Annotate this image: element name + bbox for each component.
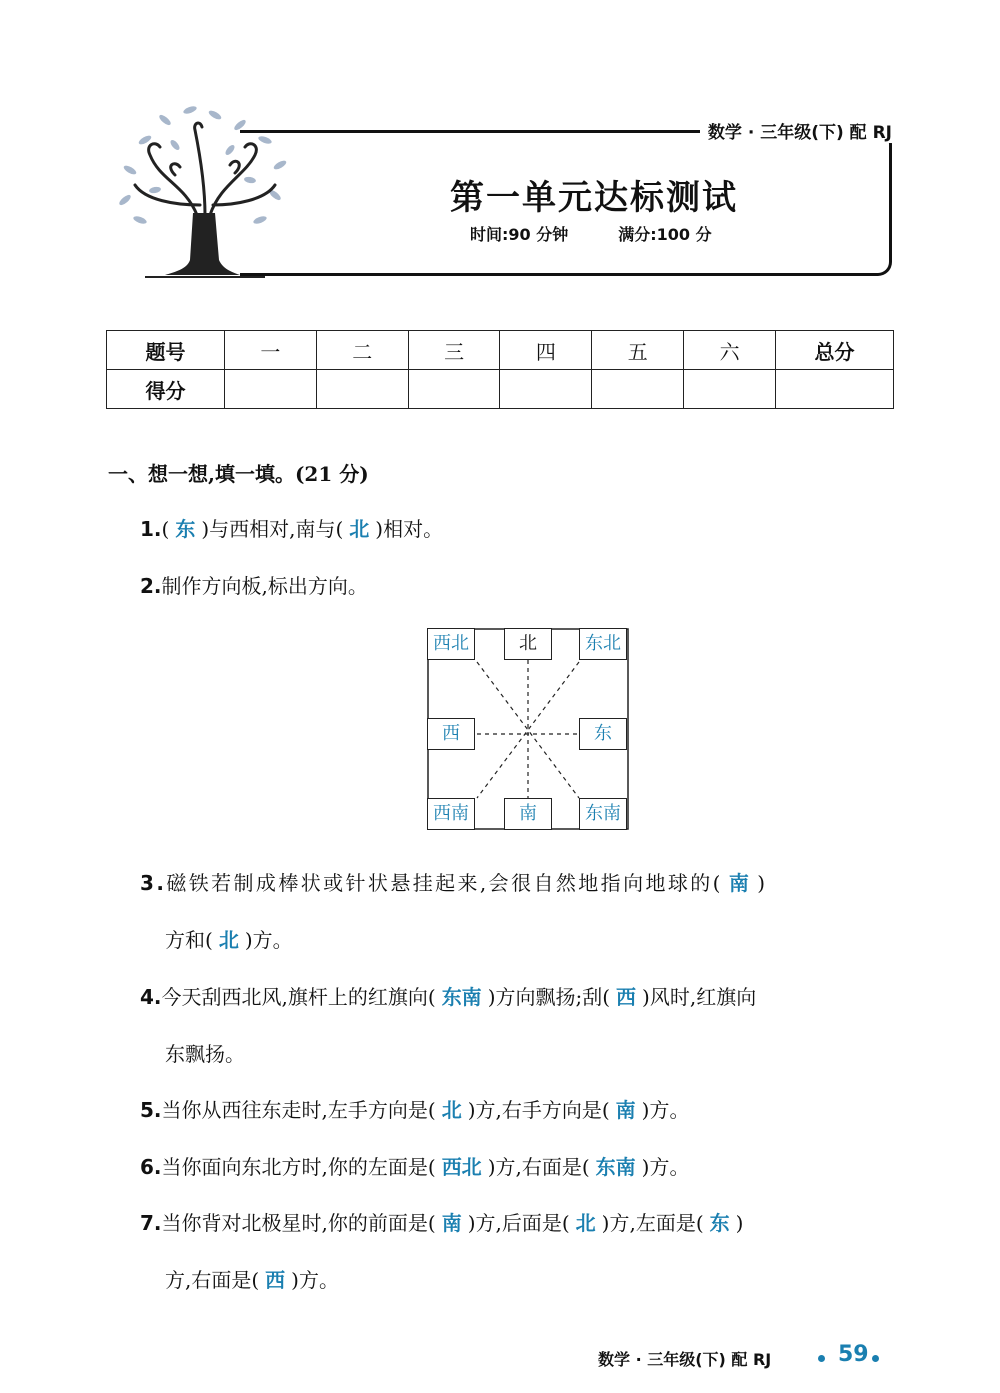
question-text: ( [161,517,170,541]
page-title: 第一单元达标测试 [450,178,738,218]
answer-blank[interactable]: 西 [265,1268,286,1292]
score-table [106,330,894,409]
score-table-cell: 得分 [107,370,225,409]
page-dot-right [872,1355,879,1362]
header-subject: 数学 · 三年级(下) 配 RJ [700,118,900,143]
answer-blank[interactable]: 东 [175,517,196,541]
answer-blank[interactable]: 北 [349,517,370,541]
question-number: 2. [140,574,162,598]
score-input-cell[interactable] [316,370,408,409]
question-text: 制作方向板,标出方向。 [161,574,368,598]
question-number: 6. [140,1155,162,1179]
question-number: 1. [140,517,162,541]
question-text: )方,右面是( [487,1155,590,1179]
question-7-cont [165,1264,339,1293]
question-text: )相对。 [375,517,444,541]
exam-meta [470,222,712,245]
question-text: )方。 [641,1098,690,1122]
question-2 [140,570,368,599]
question-3-cont [165,924,293,953]
compass-east[interactable]: 东 [579,718,627,750]
question-text: )与西相对,南与( [201,517,344,541]
question-text: 当你背对北极星时,你的前面是( [161,1211,436,1235]
answer-blank[interactable]: 东 [709,1211,730,1235]
question-text: 当你面向东北方时,你的左面是( [161,1155,436,1179]
score-table-cell: 二 [316,331,408,370]
question-text: ) [757,871,768,895]
score-table-cell: 题号 [107,331,225,370]
question-text: ) [735,1211,744,1235]
answer-blank[interactable]: 南 [441,1211,462,1235]
question-text: )方。 [244,928,293,952]
score-input-cell[interactable] [592,370,684,409]
question-text: 当你从西往东走时,左手方向是( [161,1098,436,1122]
question-text: 方和( [165,928,213,952]
compass-northeast[interactable]: 东北 [579,628,627,660]
question-5 [140,1094,689,1123]
question-number: 5. [140,1098,162,1122]
compass-north: 北 [504,628,552,660]
compass-northwest[interactable]: 西北 [427,628,475,660]
answer-blank[interactable]: 西北 [441,1155,482,1179]
answer-blank[interactable]: 西 [616,985,637,1009]
exam-full-score: 满分:100 分 [618,225,712,244]
score-table-score-row [107,370,894,409]
question-7 [140,1207,743,1236]
score-input-cell[interactable] [225,370,317,409]
compass-west[interactable]: 西 [427,718,475,750]
footer-subject: 数学 · 三年级(下) 配 RJ [598,1350,772,1369]
question-1 [140,513,443,542]
score-table-cell: 五 [592,331,684,370]
section-title: 一、想一想,填一填。(21 分) [108,462,369,486]
direction-board [427,628,629,830]
score-table-cell: 六 [684,331,776,370]
answer-blank[interactable]: 北 [575,1211,596,1235]
question-text: )风时,红旗向 [642,985,757,1009]
score-table-cell: 总分 [776,331,894,370]
answer-blank[interactable]: 南 [615,1098,636,1122]
answer-blank[interactable]: 东南 [441,985,482,1009]
question-text: 磁铁若制成棒状或针状悬挂起来,会很自然地指向地球的( [166,871,723,895]
question-text: )方,后面是( [467,1211,570,1235]
score-input-cell[interactable] [684,370,776,409]
question-3 [140,867,768,896]
page-number: 59 [838,1342,869,1367]
question-number: 3. [140,871,167,895]
score-input-cell[interactable] [776,370,894,409]
question-4-cont [165,1038,245,1067]
score-table-header-row [107,331,894,370]
answer-blank[interactable]: 北 [218,928,239,952]
question-text: )方,左面是( [601,1211,704,1235]
exam-time: 时间:90 分钟 [470,225,569,244]
answer-blank[interactable]: 北 [441,1098,462,1122]
compass-southeast[interactable]: 东南 [579,798,627,830]
question-number: 7. [140,1211,162,1235]
compass-southwest[interactable]: 西南 [427,798,475,830]
answer-blank[interactable]: 东南 [595,1155,636,1179]
question-text: )方。 [291,1268,339,1292]
question-number: 4. [140,985,162,1009]
question-text: )方。 [641,1155,690,1179]
score-table-cell: 三 [408,331,500,370]
answer-blank[interactable]: 南 [728,871,752,895]
question-text: )方,右手方向是( [467,1098,610,1122]
question-text: 今天刮西北风,旗杆上的红旗向( [161,985,436,1009]
compass-south[interactable]: 南 [504,798,552,830]
score-table-cell: 一 [225,331,317,370]
question-text: 东飘扬。 [165,1042,245,1066]
question-6 [140,1151,689,1180]
score-table-cell: 四 [500,331,592,370]
score-input-cell[interactable] [500,370,592,409]
page-dot-left [818,1355,825,1362]
question-4 [140,981,756,1010]
question-text: )方向飘扬;刮( [487,985,611,1009]
question-text: 方,右面是( [165,1268,260,1292]
score-input-cell[interactable] [408,370,500,409]
